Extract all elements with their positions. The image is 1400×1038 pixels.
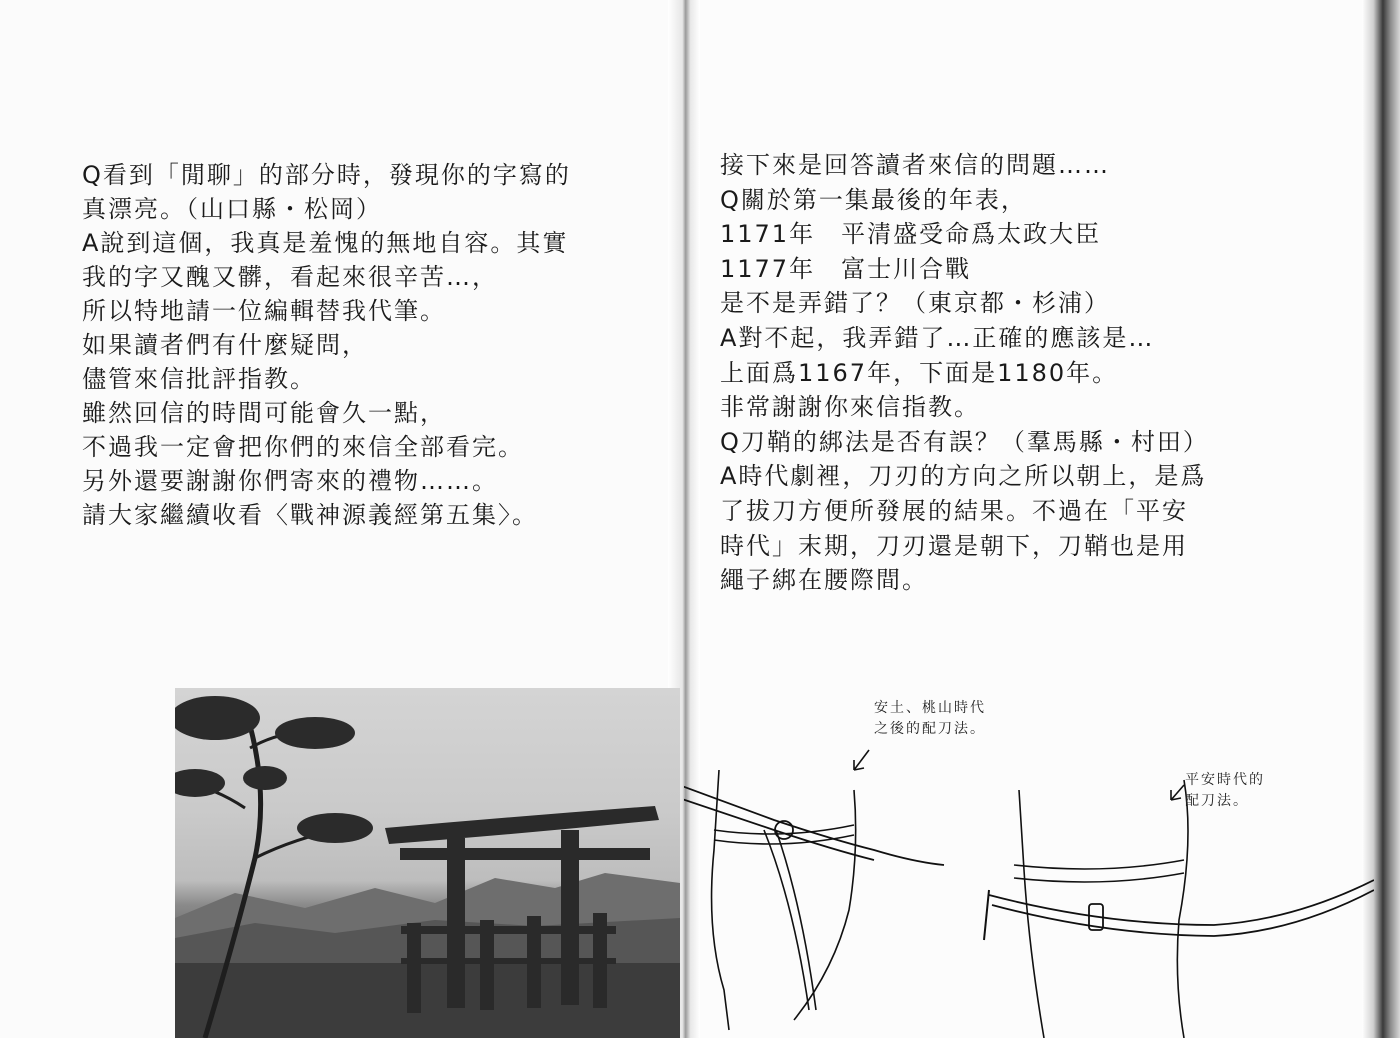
text-line: 雖然回信的時間可能會久一點， (82, 399, 446, 427)
text-line: 1177年 富士川合戰 (720, 254, 972, 283)
text-line: 真漂亮。（山口縣・松岡） (82, 195, 382, 223)
text-line: A對不起，我弄錯了…正確的應該是… (720, 323, 1155, 352)
text-line: 是不是弄錯了？（東京都・杉浦） (720, 289, 1110, 318)
caption-line: 之後的配刀法。 (874, 721, 986, 737)
caption-azuchi-momoyama (874, 698, 986, 740)
text-line: 另外還要謝謝你們寄來的禮物……。 (82, 467, 498, 495)
arrow-azuchi (854, 750, 869, 770)
sword-wearing-illustration (684, 690, 1374, 1038)
text-line: 上面爲1167年，下面是1180年。 (720, 358, 1119, 387)
pine-foliage (175, 696, 373, 843)
text-line: A說到這個，我真是羞愧的無地自容。其實 (82, 229, 569, 257)
text-line: 不過我一定會把你們的來信全部看完。 (82, 433, 524, 461)
text-line: 接下來是回答讀者來信的問題…… (720, 151, 1110, 179)
left-text-block (82, 158, 571, 532)
torii-gate-photo (175, 688, 680, 1038)
caption-line: 配刀法。 (1185, 793, 1249, 809)
text-line: 時代」末期，刀刃還是朝下，刀鞘也是用 (720, 531, 1188, 560)
text-line: 請大家繼續收看〈戰神源義經第五集〉。 (82, 501, 538, 529)
caption-heian (1185, 770, 1265, 812)
katana-edge-up (684, 785, 944, 1010)
arrow-heian (1171, 785, 1184, 800)
text-line: 了拔刀方便所發展的結果。不過在「平安 (720, 496, 1188, 525)
text-line: 1171年 平清盛受命爲太政大臣 (720, 220, 1102, 249)
text-line: 儘管來信批評指教。 (82, 365, 316, 393)
figure-left (712, 770, 856, 1030)
text-line: Q刀鞘的綁法是否有誤？（羣馬縣・村田） (720, 427, 1209, 456)
text-line: Q關於第一集最後的年表， (720, 185, 1027, 214)
right-text-block (720, 148, 1209, 598)
text-line: 非常謝謝你來信指教。 (720, 393, 980, 422)
text-line: 我的字又醜又髒，看起來很辛苦…， (82, 263, 498, 291)
text-line: 如果讀者們有什麼疑問， (82, 331, 368, 359)
text-line: Q看到「閒聊」的部分時，發現你的字寫的 (82, 161, 571, 189)
text-line: 所以特地請一位編輯替我代筆。 (82, 297, 446, 325)
caption-line: 安土、桃山時代 (874, 700, 986, 716)
text-line: 繩子綁在腰際間。 (720, 566, 928, 595)
text-line: A時代劇裡，刀刃的方向之所以朝上，是爲 (720, 462, 1207, 491)
figure-right (1014, 780, 1188, 1038)
torii-photo-drawing (175, 688, 680, 1038)
caption-line: 平安時代的 (1185, 772, 1265, 788)
